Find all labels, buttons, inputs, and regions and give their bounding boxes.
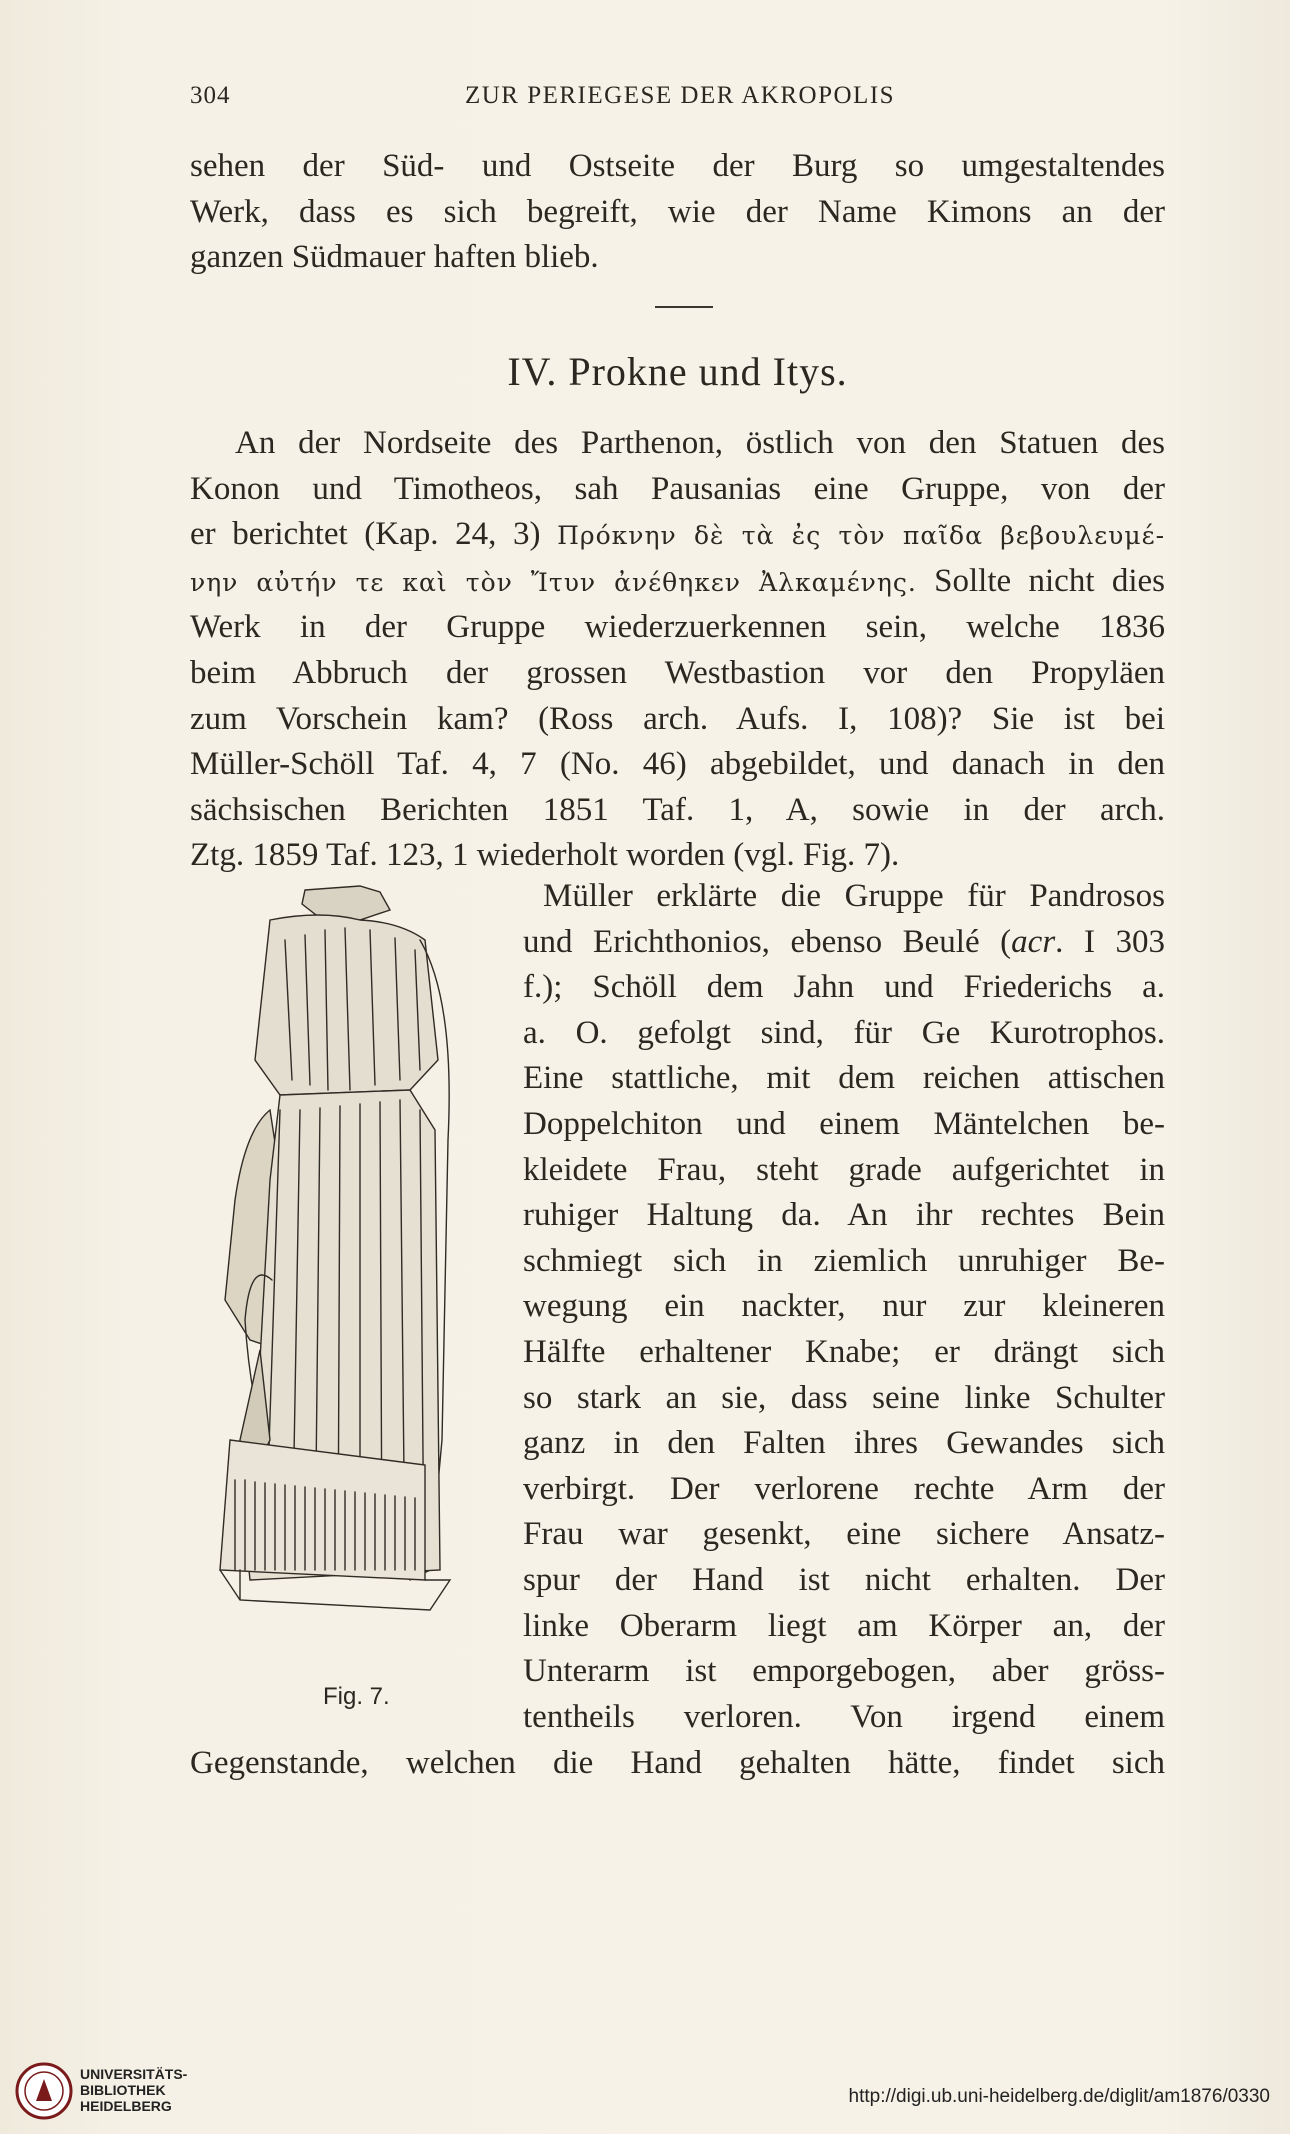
section-title: IV. Prokne und Itys. bbox=[507, 349, 848, 394]
text-line: Müller-Schöll Taf. 4, 7 (No. 46) abgebildet, und danach in den bbox=[190, 746, 1165, 783]
text-line: verbirgt. Der verlorene rechte Arm der bbox=[523, 1470, 1165, 1507]
text-line: f.); Schöll dem Jahn und Friederichs a. bbox=[523, 969, 1165, 1006]
text-line: Gegenstande, welchen die Hand gehalten hätte, findet sich bbox=[190, 1745, 1165, 1781]
text-line: beim Abbruch der grossen Westbastion vor den Propyläen bbox=[190, 654, 1165, 691]
text-line: Müller erklärte die Gruppe für Pandrosos bbox=[543, 878, 1165, 914]
text-line: Werk, dass es sich begreift, wie der Name Kimons an der bbox=[190, 193, 1165, 230]
text-line: schmiegt sich in ziemlich unruhiger Be- bbox=[523, 1242, 1165, 1279]
text-line: und Erichthonios, ebenso Beulé (acr. I 303 bbox=[523, 923, 1165, 960]
text-line: zum Vorschein kam? (Ross arch. Aufs. I, 108)? Sie ist bei bbox=[190, 700, 1165, 737]
text-line: spur der Hand ist nicht erhalten. Der bbox=[523, 1561, 1165, 1598]
greek-quote: νην αὐτήν τε καὶ τὸν Ἴτυν ἀνέθηκεν Ἀλκαμένης. bbox=[190, 567, 917, 597]
section-divider bbox=[655, 306, 713, 308]
latin-text: Sollte nicht dies bbox=[934, 562, 1166, 599]
figure-caption: Fig. 7. bbox=[323, 1683, 390, 1710]
source-url-link[interactable]: http://digi.ub.uni-heidelberg.de/diglit/am1876/0330 bbox=[848, 2086, 1270, 2107]
page-header bbox=[190, 82, 1170, 122]
university-seal-icon bbox=[14, 2061, 74, 2121]
statue-figure bbox=[210, 880, 505, 1660]
text-line: tentheils verloren. Von irgend einem bbox=[523, 1698, 1165, 1735]
text-line: Frau war gesenkt, eine sichere Ansatz- bbox=[523, 1516, 1165, 1553]
running-title: ZUR PERIEGESE DER AKROPOLIS bbox=[464, 82, 896, 109]
text-line bbox=[190, 559, 1165, 606]
text-line: Eine stattliche, mit dem reichen attischen bbox=[523, 1060, 1165, 1097]
text-line: sächsischen Berichten 1851 Taf. 1, A, sowie in der arch. bbox=[190, 791, 1165, 828]
latin-text: er berichtet (Kap. 24, 3) bbox=[190, 516, 541, 553]
figure-side-column bbox=[523, 874, 1165, 1740]
text-line: ruhiger Haltung da. An ihr rechtes Bein bbox=[523, 1197, 1165, 1234]
text-line: a. O. gefolgt sind, für Ge Kurotrophos. bbox=[523, 1014, 1165, 1051]
text-line: An der Nordseite des Parthenon, östlich von den Statuen des bbox=[235, 425, 1165, 461]
text-line: sehen der Süd- und Ostseite der Burg so umgestaltendes bbox=[190, 148, 1165, 184]
paragraph-1 bbox=[190, 421, 1165, 879]
text-line: ganz in den Falten ihres Gewandes sich bbox=[523, 1425, 1165, 1462]
statue-illustration bbox=[210, 880, 505, 1660]
page-number: 304 bbox=[190, 82, 231, 109]
text-line: Hälfte erhaltener Knabe; er drängt sich bbox=[523, 1333, 1165, 1370]
continuation-line bbox=[190, 1741, 1165, 1787]
text-line: kleidete Frau, steht grade aufgerichtet in bbox=[523, 1151, 1165, 1188]
text-line: Ztg. 1859 Taf. 123, 1 wiederholt worden (vgl. Fig. 7). bbox=[190, 837, 900, 874]
text-line: Werk in der Gruppe wiederzuerkennen sein, welche 1836 bbox=[190, 609, 1165, 646]
text-line: Unterarm ist emporgebogen, aber gröss- bbox=[523, 1653, 1165, 1690]
greek-quote: Πρόκνην δὲ τὰ ἐς τὸν παῖδα βεβουλευμέ- bbox=[557, 521, 1166, 551]
text-line bbox=[190, 512, 1165, 559]
text-line: so stark an sie, dass seine linke Schulter bbox=[523, 1379, 1165, 1416]
intro-paragraph bbox=[190, 144, 1165, 281]
text-line: linke Oberarm liegt am Körper an, der bbox=[523, 1607, 1165, 1644]
text-line: ganzen Südmauer haften blieb. bbox=[190, 239, 599, 276]
text-line: Doppelchiton und einem Mäntelchen be- bbox=[523, 1105, 1165, 1142]
text-line: wegung ein nackter, nur zur kleineren bbox=[523, 1288, 1165, 1325]
text-line: Konon und Timotheos, sah Pausanias eine Gruppe, von der bbox=[190, 470, 1165, 507]
library-name: UNIVERSITÄTS- BIBLIOTHEK HEIDELBERG bbox=[80, 2066, 188, 2114]
italic-abbrev: acr bbox=[1011, 923, 1056, 960]
